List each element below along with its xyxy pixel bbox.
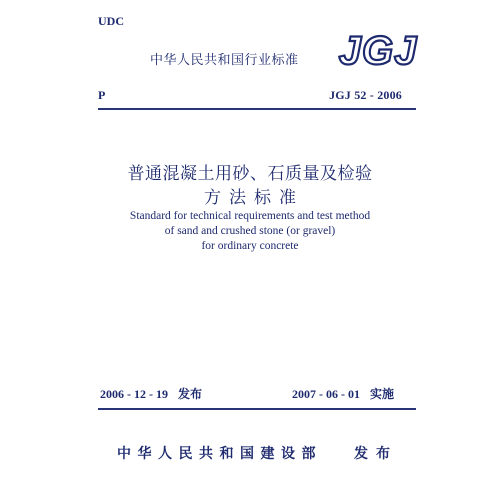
title-en-line2: of sand and crushed stone (or gravel) — [164, 225, 336, 237]
standard-number: JGJ 52 - 2006 — [329, 88, 402, 102]
bottom-rule — [98, 408, 416, 410]
implement-verb: 实施 — [370, 387, 395, 401]
ministry-name: 中华人民共和国建设部 — [117, 446, 322, 462]
title-en-line3: for ordinary concrete — [201, 240, 299, 252]
top-rule — [98, 108, 416, 110]
implement-date: 2007 - 06 - 01 — [292, 387, 360, 401]
publish-verb: 发布 — [354, 446, 398, 462]
jgj-logo — [338, 26, 418, 73]
implement-date-block — [292, 385, 394, 402]
issue-date-block — [100, 385, 202, 402]
issue-verb: 发布 — [178, 387, 203, 401]
category-code: P — [98, 88, 106, 102]
udc-label: UDC — [98, 14, 124, 28]
industry-standard-label: 中华人民共和国行业标准 — [150, 53, 299, 68]
title-en-line1: Standard for technical requirements and test method — [129, 210, 371, 222]
title-cn-line1: 普通混凝土用砂、石质量及检验 — [127, 164, 373, 184]
jgj-logo-text: JGJ — [338, 29, 418, 73]
issue-date: 2006 - 12 - 19 — [100, 387, 168, 401]
title-cn-line2: 方法标准 — [204, 188, 304, 208]
